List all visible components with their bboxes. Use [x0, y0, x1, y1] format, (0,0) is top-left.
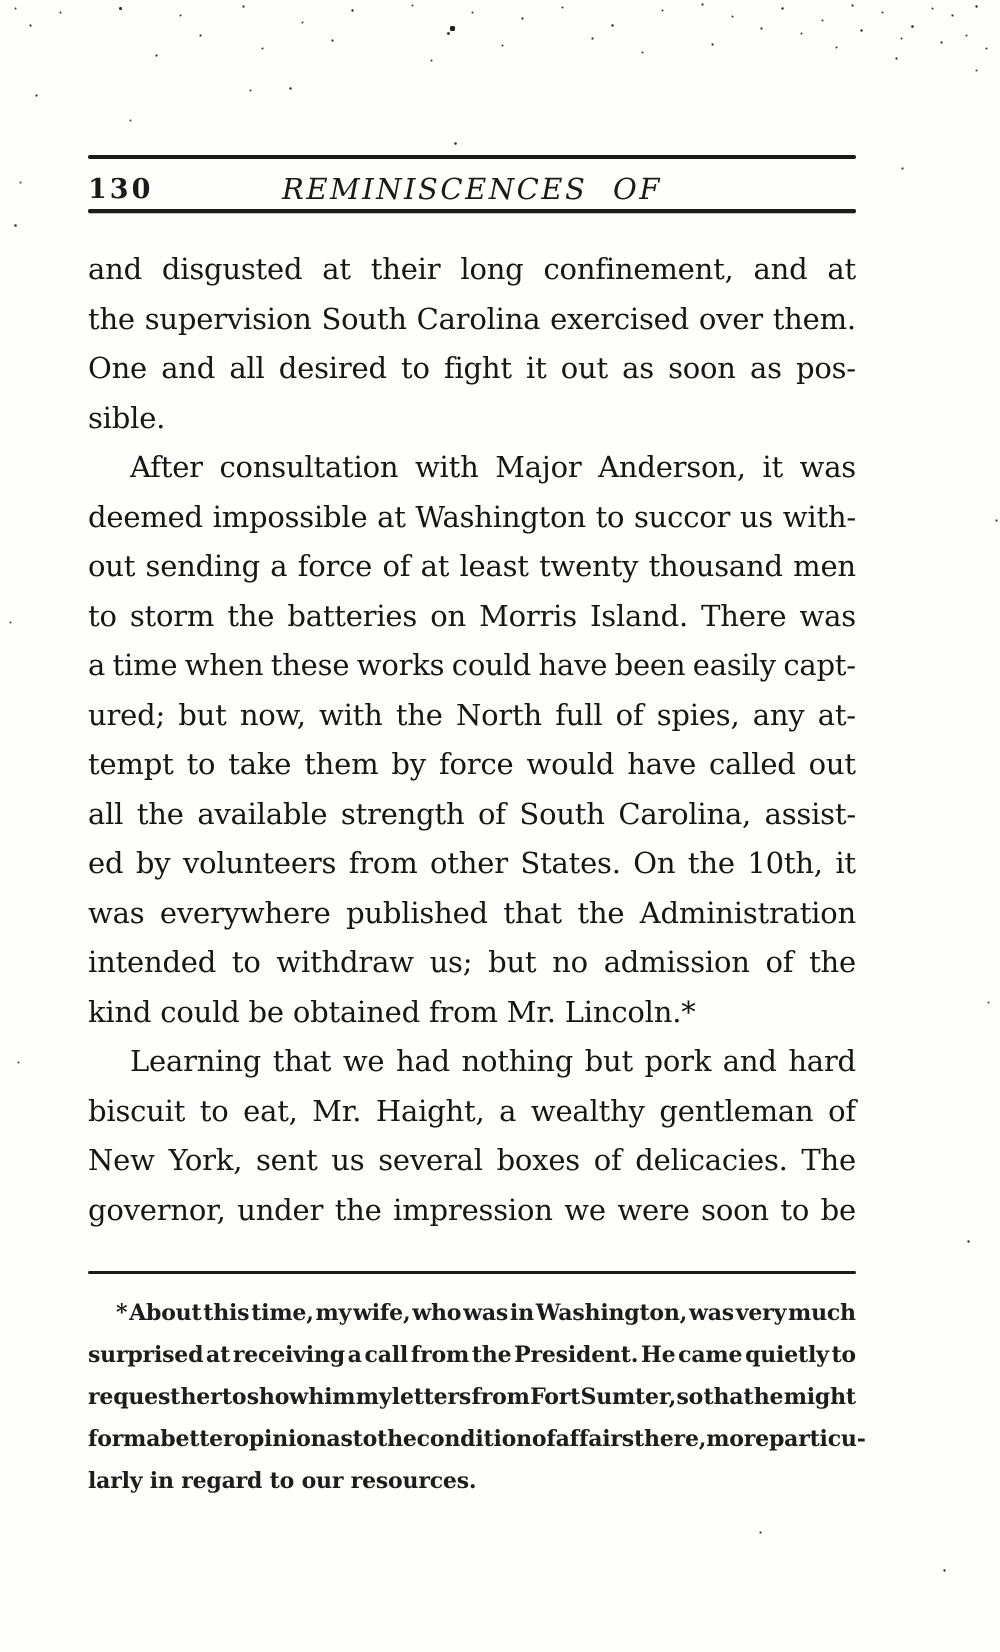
text-line: deemed impossible at Washington to succor us with- — [88, 499, 856, 534]
text-line: out sending a force of at least twenty thousand men — [88, 549, 856, 583]
text-line: sible. — [88, 400, 166, 435]
page-number: 130 — [88, 173, 154, 205]
text-line: One and all desired to fight it out as soon as pos- — [88, 351, 856, 385]
footnote-line: * About this time, my wife, who was in Washington, was very much — [116, 1300, 856, 1326]
text-line: Learning that we had nothing but pork and hard — [130, 1044, 856, 1078]
text-line: intended to withdraw us; but no admission of the — [88, 945, 856, 979]
text-line: ed by volunteers from other States. On the 10th, it — [88, 846, 856, 880]
text-line: New York, sent us several boxes of delicacies. The — [88, 1143, 856, 1177]
paragraph — [88, 443, 856, 1037]
text-line: the supervision South Carolina exercised over them. — [88, 301, 856, 336]
text-line: a time when these works could have been easily capt- — [88, 648, 856, 682]
paragraph — [88, 1037, 856, 1235]
text-line: After consultation with Major Anderson, it was — [130, 450, 856, 484]
footnote-separator-rule — [88, 1271, 856, 1274]
footnote — [88, 1292, 866, 1502]
text-line: biscuit to eat, Mr. Haight, a wealthy gentleman of — [88, 1093, 856, 1128]
footnote-line: surprised at receiving a call from the President. He came quietly to — [88, 1342, 856, 1368]
header-rule-bottom — [88, 209, 856, 213]
footnote-line: form a better opinion as to the condition of affairs there, more particu- — [88, 1426, 866, 1452]
footnote-line: request her to show him my letters from Fort Sumter, so that he might — [88, 1384, 856, 1410]
text-line: all the available strength of South Carolina, assist- — [88, 796, 856, 831]
text-line: governor, under the impression we were soon to be — [88, 1192, 856, 1227]
header-rule-top — [88, 155, 856, 159]
text-line: to storm the batteries on Morris Island. There was — [88, 598, 856, 633]
scan-noise — [0, 0, 1, 1]
running-title: REMINISCENCES OF — [282, 172, 662, 206]
page-header — [88, 167, 856, 211]
text-line: and disgusted at their long confinement, and at — [88, 252, 856, 286]
text-line: was everywhere published that the Administration — [88, 895, 856, 930]
body-text — [88, 245, 856, 1235]
paragraph — [88, 245, 856, 443]
text-line: ured; but now, with the North full of spies, any at- — [88, 697, 856, 732]
text-line: tempt to take them by force would have called out — [88, 747, 856, 781]
footnote-line: larly in regard to our resources. — [88, 1468, 477, 1494]
text-line: kind could be obtained from Mr. Lincoln.* — [88, 994, 696, 1029]
